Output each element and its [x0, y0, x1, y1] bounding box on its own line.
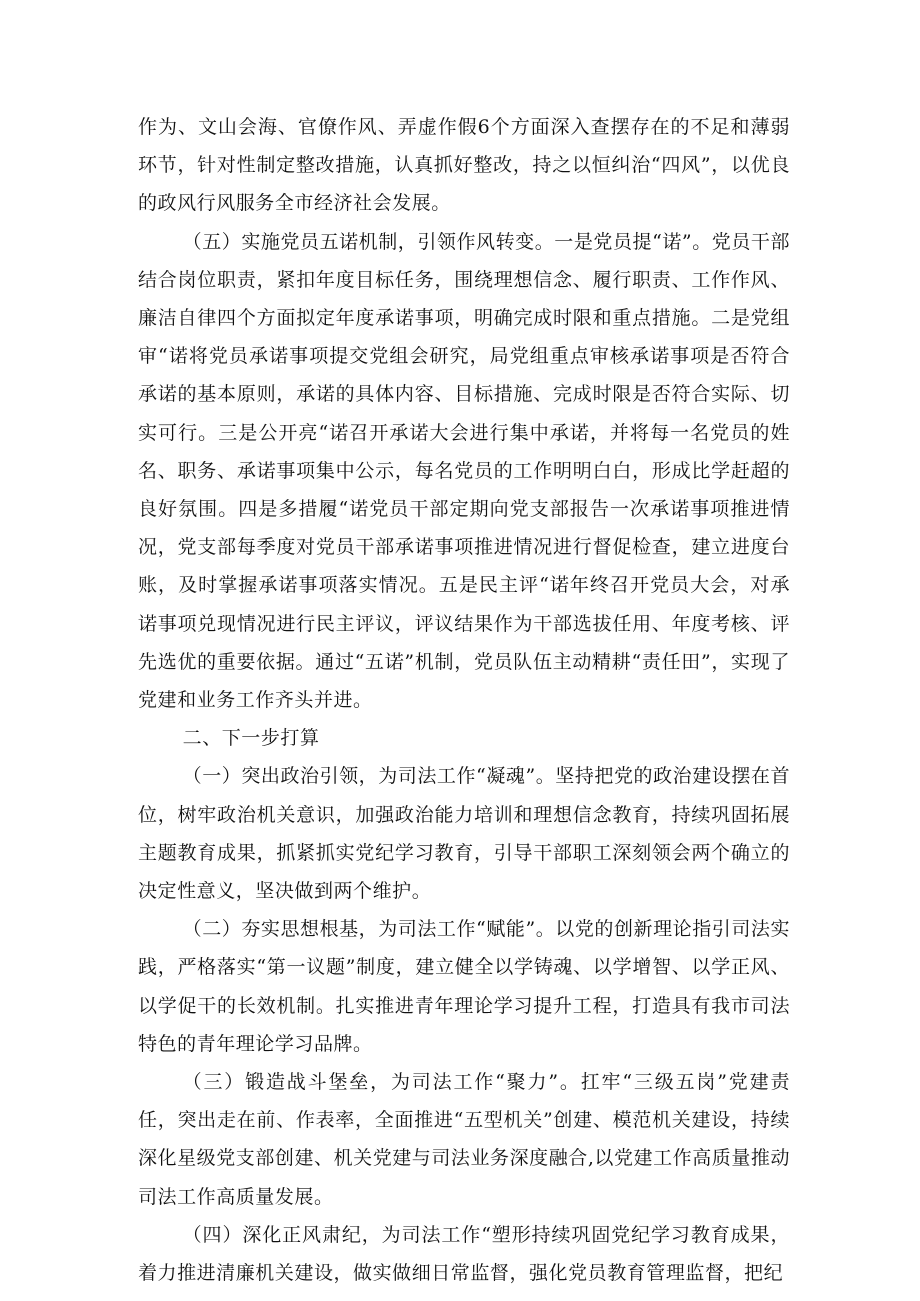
document-body — [138, 108, 790, 1292]
paragraph-five-promises: （五）实施党员五诺机制，引领作风转变。一是党员提“诺”。党员干部结合岗位职责，紧扣年度目标任务，围绕理想信念、履行职责、工作作风、廉洁自律四个方面拟定年度承诺事项，明确完成时限和重点措施。二是党组审“诺将党员承诺事项提交党组会研究，局党组重点审核承诺事项是否符合承诺的基本原则，承诺的具体内容、目标措施、完成时限是否符合实际、切实可行。三是公开亮“诺召开承诺大会进行集中承诺，并将每一名党员的姓名、职务、承诺事项集中公示，每名党员的工作明明白白，形成比学赶超的良好氛围。四是多措履“诺党员干部定期向党支部报告一次承诺事项推进情况，党支部每季度对党员干部承诺事项推进情况进行督促检查，建立进度台账，及时掌握承诺事项落实情况。五是民主评“诺年终召开党员大会，对承诺事项兑现情况进行民主评议，评议结果作为干部选拔任用、年度考核、评先选优的重要依据。通过“五诺”机制，党员队伍主动精耕“责任田”，实现了党建和业务工作齐头并进。 — [138, 230, 790, 712]
paragraph-ideological-foundation: （二）夯实思想根基，为司法工作“赋能”。以党的创新理论指引司法实践，严格落实“第一议题”制度，建立健全以学铸魂、以学增智、以学正风、以学促干的长效机制。扎实推进青年理论学习提升工程，打造具有我市司法特色的青年理论学习品牌。 — [138, 918, 790, 1055]
section-heading-next-steps: 二、下一步打算 — [182, 727, 320, 750]
paragraph-continuation: 作为、文山会海、官僚作风、弄虚作假6个方面深入查摆存在的不足和薄弱环节，针对性制定整改措施，认真抓好整改，持之以恒纠治“四风”，以优良的政风行风服务全市经济社会发展。 — [138, 116, 790, 215]
paragraph-fighting-fortress: （三）锻造战斗堡垒，为司法工作“聚力”。扛牢“三级五岗”党建责任，突出走在前、作表率，全面推进“五型机关”创建、模范机关建设，持续深化星级党支部创建、机关党建与司法业务深度融合,以党建工作高质量推动司法工作高质量发展。 — [138, 1071, 790, 1208]
paragraph-discipline: （四）深化正风肃纪，为司法工作“塑形持续巩固党纪学习教育成果，着力推进清廉机关建设，做实做细日常监督，强化党员教育管理监督，把纪 — [138, 1223, 790, 1285]
paragraph-political-leadership: （一）突出政治引领，为司法工作“凝魂”。坚持把党的政治建设摆在首位，树牢政治机关意识，加强政治能力培训和理想信念教育，持续巩固拓展主题教育成果，抓紧抓实党纪学习教育，引导干部职工深刻领会两个确立的决定性意义，坚决做到两个维护。 — [138, 765, 790, 903]
